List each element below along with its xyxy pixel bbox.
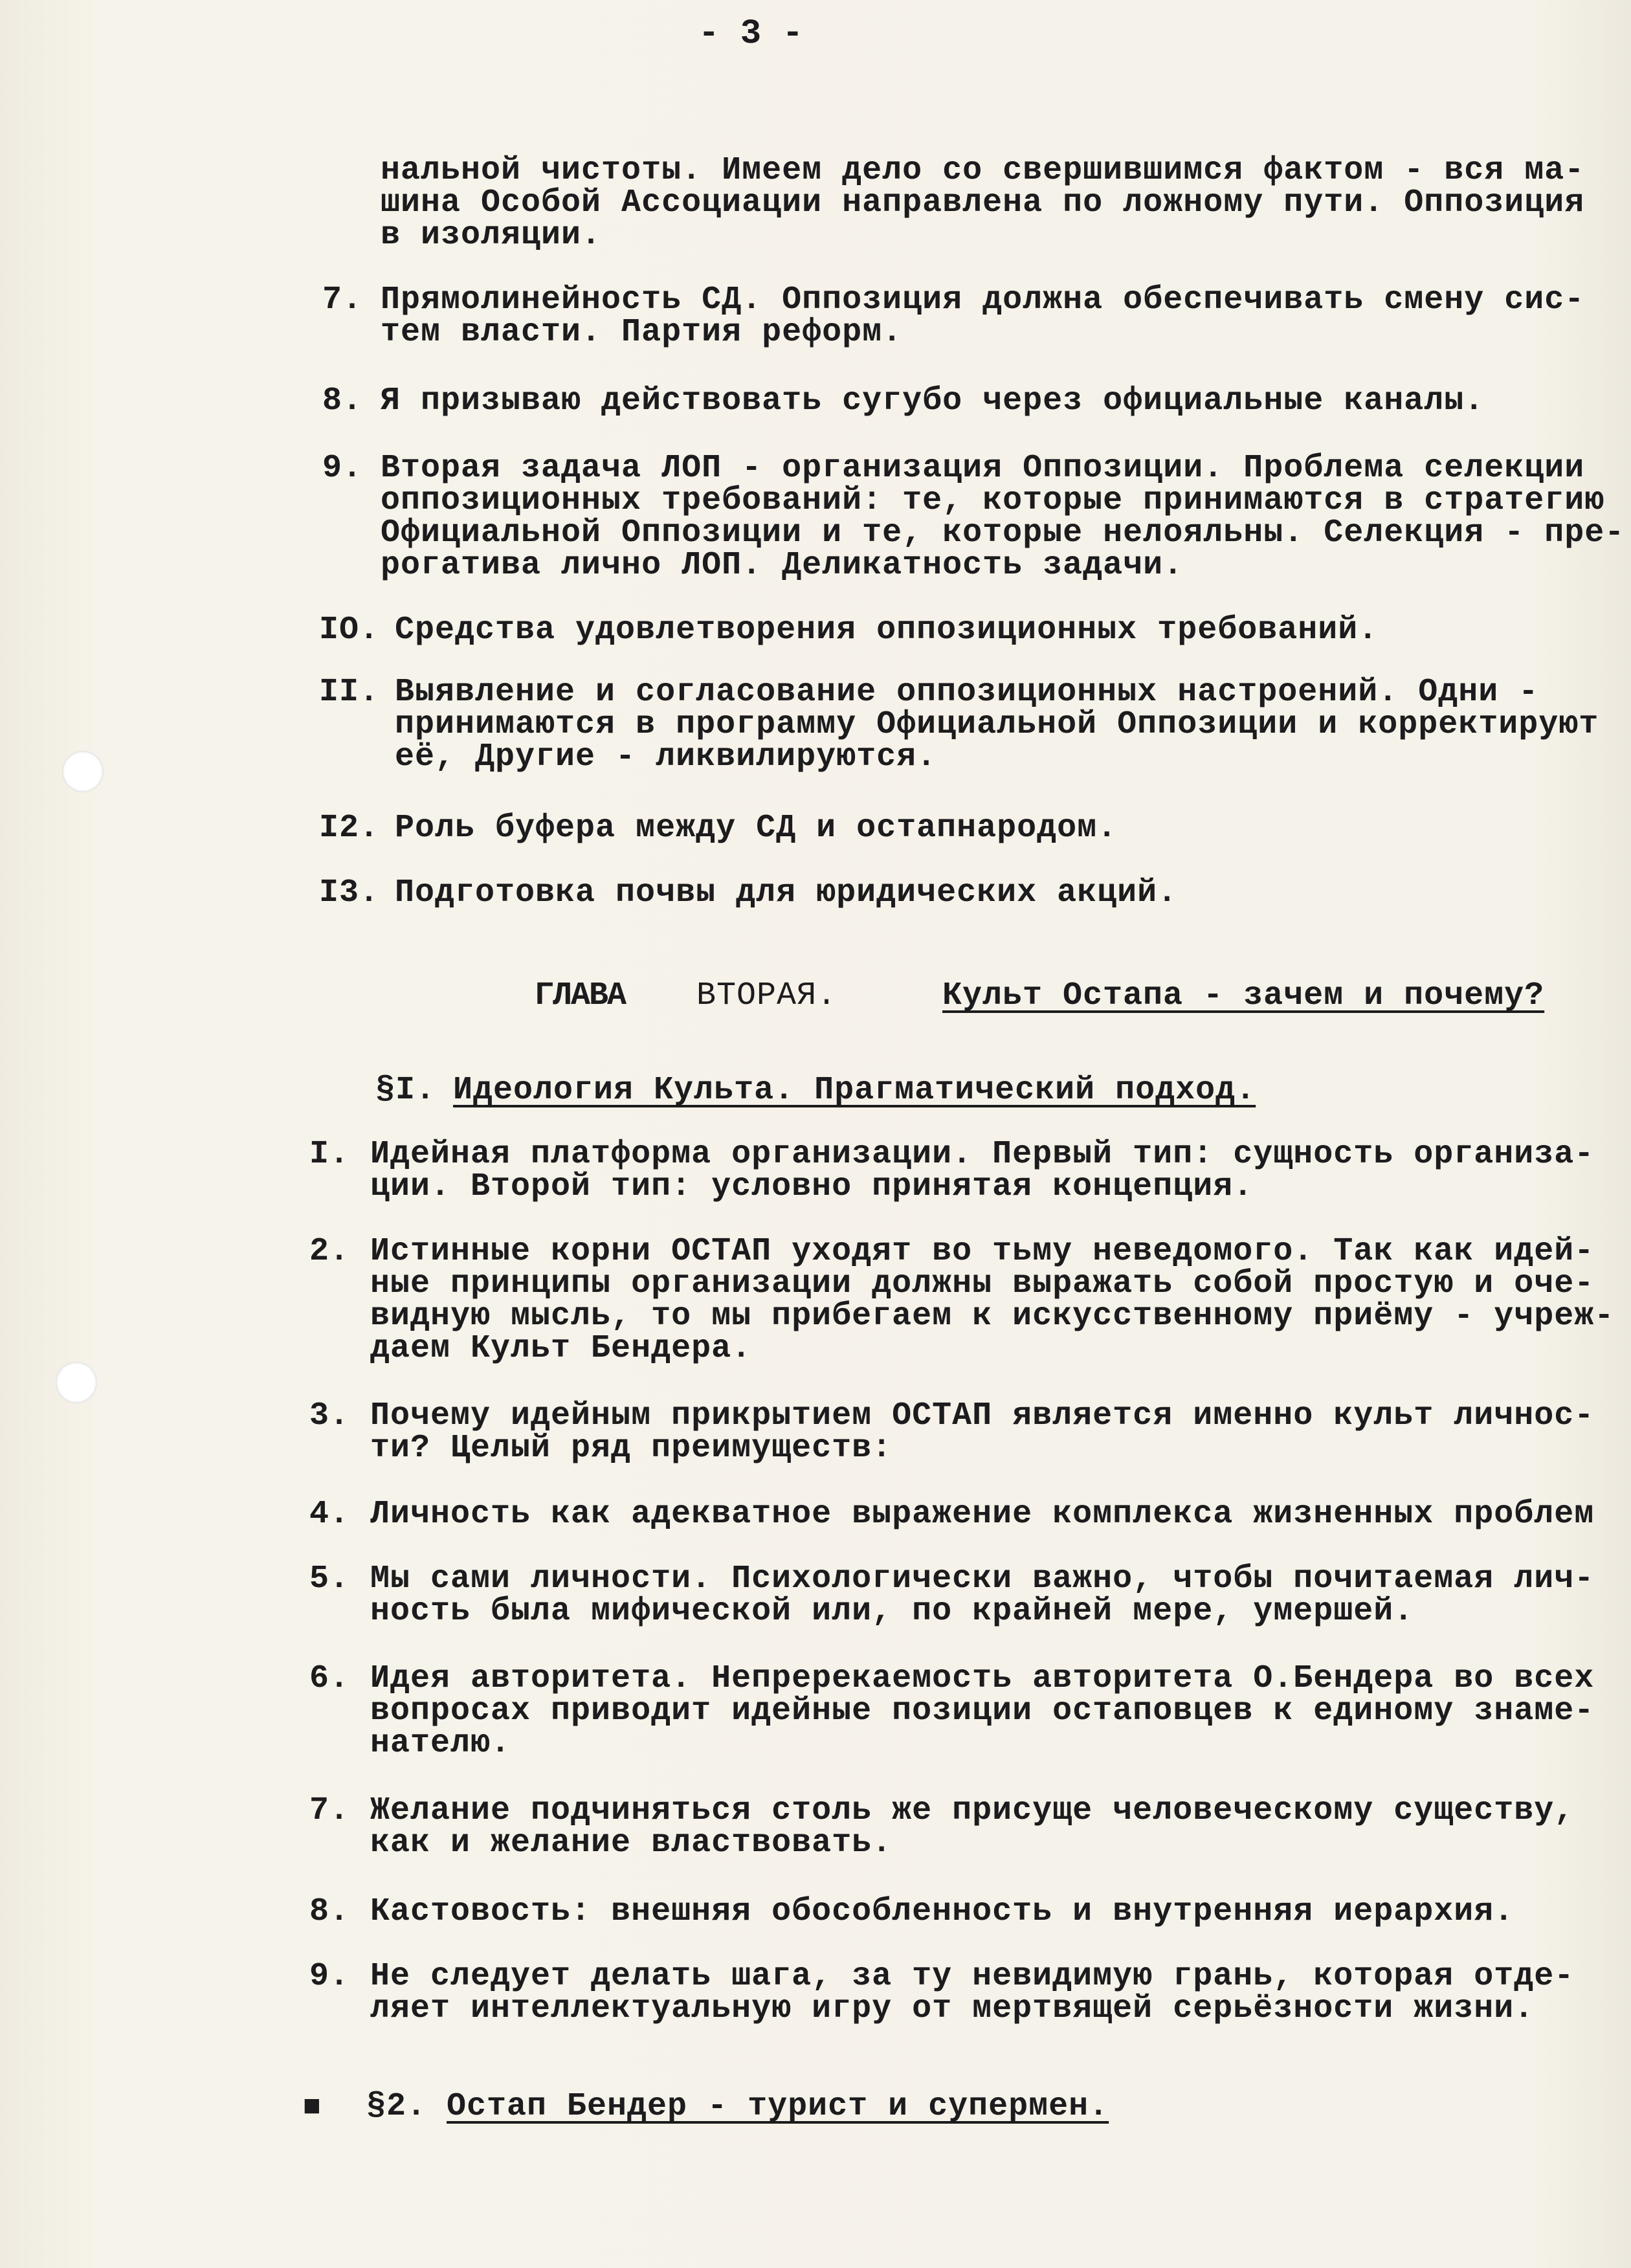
- item-line: ляет интеллектуальную игру от мертвящей серьёзности жизни.: [370, 1990, 1535, 2027]
- item-number: 4.: [309, 1496, 350, 1533]
- item-line: Истинные корни ОСТАП уходят во тьму неведомого. Так как идей-: [370, 1233, 1595, 1270]
- item-line: как и желание властвовать.: [370, 1825, 893, 1862]
- continuation-line: нальной чистоты. Имеем дело со свершившимся фактом - вся ма-: [381, 152, 1585, 189]
- item-line: принимаются в программу Официальной Оппозиции и корректируют: [395, 706, 1599, 743]
- item-number: 7.: [309, 1792, 350, 1829]
- typewriter-blot: ■: [303, 2091, 321, 2124]
- item-number: 2.: [309, 1233, 350, 1270]
- item-number: 7.: [322, 282, 362, 318]
- section-title: Идеология Культа. Прагматический подход.: [453, 1072, 1256, 1109]
- continuation-line: шина Особой Ассоциации направлена по ложному пути. Оппозиция: [381, 184, 1585, 221]
- chapter-label: ГЛАВА: [535, 977, 626, 1014]
- item-line: оппозиционных требований: те, которые принимаются в стратегию: [381, 482, 1605, 519]
- item-number: I2.: [318, 810, 379, 847]
- item-line: Идейная платформа организации. Первый тип: сущность организа-: [370, 1136, 1595, 1173]
- item-line: Почему идейным прикрытием ОСТАП является именно культ личнос-: [370, 1397, 1595, 1434]
- section-marker: §I.: [375, 1072, 436, 1109]
- item-number: II.: [318, 674, 379, 711]
- item-line: Желание подчиняться столь же присуще человеческому существу,: [370, 1792, 1575, 1829]
- item-line: Я призываю действовать сугубо через официальные каналы.: [381, 383, 1485, 419]
- item-line: ции. Второй тип: условно принятая концепция.: [370, 1168, 1254, 1205]
- section-title: Остап Бендер - турист и супермен.: [447, 2088, 1109, 2125]
- item-number: IO.: [318, 612, 379, 649]
- item-line: Личность как адекватное выражение комплекса жизненных проблем: [370, 1496, 1595, 1533]
- item-line: её, Другие - ликвилируются.: [395, 739, 937, 775]
- item-line: Идея авторитета. Непререкаемость авторитета О.Бендера во всех: [370, 1660, 1595, 1697]
- item-line: нателю.: [370, 1725, 511, 1762]
- item-line: Выявление и согласование оппозиционных настроений. Одни -: [395, 674, 1539, 711]
- chapter-title: Культ Остапа - зачем и почему?: [942, 977, 1545, 1014]
- item-number: I.: [309, 1136, 350, 1173]
- item-line: Подготовка почвы для юридических акций.: [395, 874, 1178, 911]
- item-line: Вторая задача ЛОП - организация Оппозиции. Проблема селекции: [381, 450, 1585, 487]
- item-line: Средства удовлетворения оппозиционных требований.: [395, 612, 1379, 649]
- item-line: Мы сами личности. Психологически важно, чтобы почитаемая лич-: [370, 1561, 1595, 1597]
- item-line: ность была мифической или, по крайней мере, умершей.: [370, 1593, 1414, 1630]
- item-line: рогатива лично ЛОП. Деликатность задачи.: [381, 547, 1184, 584]
- item-line: тем власти. Партия реформ.: [381, 314, 903, 351]
- item-line: Кастовость: внешняя обособленность и внутренняя иерархия.: [370, 1893, 1514, 1930]
- item-number: I3.: [318, 874, 379, 911]
- item-number: 8.: [322, 383, 362, 419]
- chapter-ordinal: ВТОРАЯ.: [696, 977, 838, 1014]
- item-number: 3.: [309, 1397, 350, 1434]
- punch-hole-upper: [62, 751, 104, 792]
- item-number: 9.: [309, 1958, 350, 1995]
- item-line: Официальной Оппозиции и те, которые нелояльны. Селекция - пре-: [381, 515, 1625, 551]
- item-line: Не следует делать шага, за ту невидимую грань, которая отде-: [370, 1958, 1575, 1995]
- item-line: ти? Целый ряд преимуществ:: [370, 1430, 893, 1467]
- punch-hole-lower: [56, 1362, 97, 1403]
- item-line: Прямолинейность СД. Оппозиция должна обеспечивать смену сис-: [381, 282, 1585, 318]
- continuation-line: в изоляции.: [381, 217, 602, 254]
- item-number: 9.: [322, 450, 362, 487]
- item-line: даем Культ Бендера.: [370, 1330, 752, 1367]
- item-line: видную мысль, то мы прибегаем к искусственному приёму - учреж-: [370, 1298, 1615, 1335]
- item-number: 8.: [309, 1893, 350, 1930]
- item-number: 6.: [309, 1660, 350, 1697]
- item-line: ные принципы организации должны выражать собой простую и оче-: [370, 1265, 1595, 1302]
- item-line: вопросах приводит идейные позиции остаповцев к единому знаме-: [370, 1693, 1595, 1729]
- section-marker: §2.: [366, 2088, 427, 2125]
- page-number: - 3 -: [698, 14, 804, 54]
- item-number: 5.: [309, 1561, 350, 1597]
- item-line: Роль буфера между СД и остапнародом.: [395, 810, 1118, 847]
